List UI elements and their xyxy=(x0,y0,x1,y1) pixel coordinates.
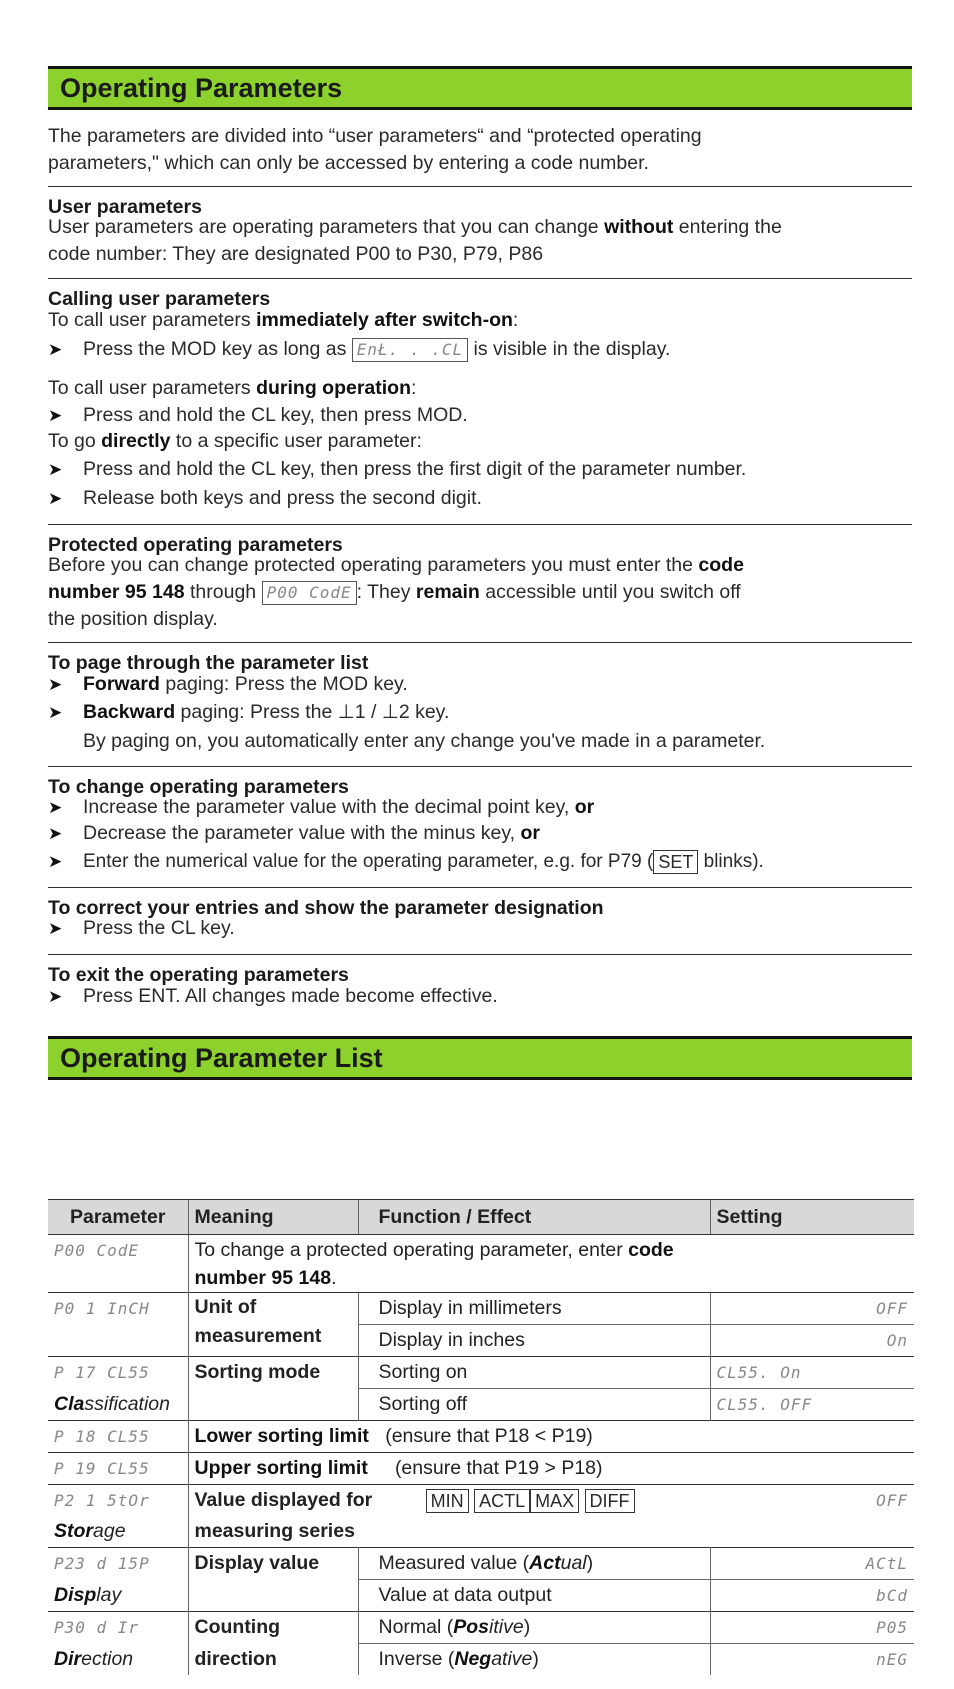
param-meaning-2: direction xyxy=(188,1644,358,1676)
change-bullet-3: ➤ Enter the numerical value for the operating parameter, e.g. for P79 ( SET blinks). xyxy=(48,848,914,875)
paging-note: By paging on, you automatically enter any change you've made in a parameter. xyxy=(83,730,766,752)
param-meaning: Display value xyxy=(188,1548,358,1580)
table-row-p23-b xyxy=(48,1580,914,1612)
section-heading-parameter-list: Operating Parameter List xyxy=(48,1036,912,1080)
min-key: MIN xyxy=(426,1489,469,1513)
param-setting: bCd xyxy=(876,1586,908,1605)
exit-bullet-1: ➤ Press ENT. All changes made become effective. xyxy=(48,983,914,1010)
param-function: Normal (Positive) xyxy=(358,1612,710,1644)
bullet-arrow-icon: ➤ xyxy=(48,489,63,508)
table-row-p01-b xyxy=(48,1325,914,1357)
bullet-arrow-icon: ➤ xyxy=(48,675,63,694)
correct-entries-title: To correct your entries and show the parameter designation xyxy=(48,887,912,920)
param-meaning: Counting xyxy=(188,1612,358,1644)
diff-key: DIFF xyxy=(585,1489,635,1513)
calling-line-3: To go directly to a specific user parameter: xyxy=(48,430,422,452)
intro-line-1: The parameters are divided into “user parameters“ and “protected operating xyxy=(48,125,702,147)
param-setting: ACtL xyxy=(710,1548,914,1580)
calling-line-1: To call user parameters immediately after switch-on: xyxy=(48,309,519,331)
bullet-arrow-icon: ➤ xyxy=(48,852,63,871)
set-key: SET xyxy=(653,850,698,874)
table-row-p18 xyxy=(48,1421,914,1453)
param-code: P2 1 5tOr xyxy=(48,1485,188,1517)
change-parameters-title: To change operating parameters xyxy=(48,766,912,799)
calling-bullet-3: ➤ Press and hold the CL key, then press the first digit of the parameter number. xyxy=(48,456,914,483)
correct-bullet-1: ➤ Press the CL key. xyxy=(48,915,914,942)
bullet-arrow-icon: ➤ xyxy=(48,798,63,817)
param-function: Inverse (Negative) xyxy=(358,1644,710,1676)
change-bullet-2: ➤ Decrease the parameter value with the minus key, or xyxy=(48,820,914,847)
table-row-p23 xyxy=(48,1548,914,1580)
calling-user-parameters-title: Calling user parameters xyxy=(48,278,912,311)
param-meaning: Unit of measurement xyxy=(188,1293,358,1357)
param-function: Value at data output xyxy=(358,1580,710,1612)
param-text: Value displayed for MIN ACTL MAX DIFF xyxy=(188,1485,710,1517)
bullet-arrow-icon: ➤ xyxy=(48,703,63,722)
change-bullet-1: ➤ Increase the parameter value with the decimal point key, or xyxy=(48,794,914,821)
parameter-table xyxy=(48,1199,914,1675)
param-setting: nEG xyxy=(876,1650,908,1669)
axis-keys: ⊥1 / ⊥2 xyxy=(337,701,410,723)
param-subtitle: Storage xyxy=(48,1516,188,1548)
table-row-p17 xyxy=(48,1357,914,1389)
table-row-p21-b xyxy=(48,1516,914,1548)
param-setting: CL55. OFF xyxy=(716,1395,813,1414)
bullet-arrow-icon: ➤ xyxy=(48,824,63,843)
section-heading-operating-parameters: Operating Parameters xyxy=(48,66,912,110)
param-code: P 17 CL55 xyxy=(48,1357,188,1389)
lcd-display-ent-cl: EnŁ. . .CL xyxy=(352,338,468,362)
param-subtitle: Classification xyxy=(48,1389,188,1421)
user-parameters-title: User parameters xyxy=(48,186,912,219)
bullet-arrow-icon: ➤ xyxy=(48,460,63,479)
table-row-p01 xyxy=(48,1293,914,1325)
table-row-p19 xyxy=(48,1453,914,1485)
table-header-row xyxy=(48,1200,914,1235)
paging-bullet-backward: ➤ Backward paging: Press the ⊥1 / ⊥2 key. xyxy=(48,699,914,726)
header-meaning: Meaning xyxy=(188,1200,358,1235)
param-subtitle: Direction xyxy=(48,1644,188,1676)
max-key: MAX xyxy=(530,1489,579,1513)
param-code: P 19 CL55 xyxy=(48,1453,188,1485)
calling-line-2: To call user parameters during operation: xyxy=(48,377,417,399)
paging-title: To page through the parameter list xyxy=(48,642,912,675)
table-row-p21 xyxy=(48,1485,914,1517)
param-function: Sorting off xyxy=(358,1389,710,1421)
param-code: P23 d 15P xyxy=(48,1548,188,1580)
param-function: Sorting on xyxy=(358,1357,710,1389)
user-parameters-text: User parameters are operating parameters that you can change without entering the code number: They are designated P00 to P30, P79, P86 xyxy=(48,216,782,265)
bullet-arrow-icon: ➤ xyxy=(48,987,63,1006)
param-function: Measured value (Actual) xyxy=(358,1548,710,1580)
table-row-p00 xyxy=(48,1235,914,1293)
header-parameter: Parameter xyxy=(48,1200,188,1235)
param-function: Display in millimeters xyxy=(358,1293,710,1325)
bullet-arrow-icon: ➤ xyxy=(48,406,63,425)
param-setting: P05 xyxy=(710,1612,914,1644)
paging-bullet-forward: ➤ Forward paging: Press the MOD key. xyxy=(48,671,914,698)
calling-bullet-2: ➤ Press and hold the CL key, then press MOD. xyxy=(48,402,914,429)
intro-text xyxy=(48,123,912,177)
lcd-display-p00-code: P00 CodE xyxy=(262,581,357,605)
param-setting: OFF xyxy=(710,1293,914,1325)
param-code: P 18 CL55 xyxy=(48,1421,188,1453)
header-setting: Setting xyxy=(710,1200,914,1235)
bullet-arrow-icon: ➤ xyxy=(48,340,63,359)
param-subtitle: Display xyxy=(48,1580,188,1612)
table-row-p17-b xyxy=(48,1389,914,1421)
bullet-arrow-icon: ➤ xyxy=(48,919,63,938)
protected-text: Before you can change protected operating parameters you must enter the code number 95 148 through P00 CodE : They remain accessible until you switch off the position display. xyxy=(48,554,744,630)
param-code: P00 CodE xyxy=(48,1235,188,1293)
param-text: Lower sorting limit (ensure that P18 < P19) xyxy=(194,1425,593,1447)
param-meaning: Sorting mode xyxy=(188,1357,358,1389)
table-row-p30-b xyxy=(48,1644,914,1676)
param-text: Upper sorting limit (ensure that P19 > P18) xyxy=(194,1457,603,1479)
calling-bullet-1: ➤ Press the MOD key as long as EnŁ. . .CL is visible in the display. xyxy=(48,336,914,363)
param-setting: OFF xyxy=(876,1491,908,1510)
param-meaning-2: measuring series xyxy=(194,1520,355,1542)
param-function: Display in inches xyxy=(358,1325,710,1357)
table-row-p30 xyxy=(48,1612,914,1644)
param-code: P30 d Ir xyxy=(48,1612,188,1644)
protected-parameters-title: Protected operating parameters xyxy=(48,524,912,557)
param-code: P0 1 InCH xyxy=(48,1293,188,1325)
intro-line-2: parameters," which can only be accessed by entering a code number. xyxy=(48,152,649,174)
storage-keys xyxy=(426,1489,635,1511)
param-setting: On xyxy=(886,1331,908,1350)
exit-parameters-title: To exit the operating parameters xyxy=(48,954,912,987)
actl-key: ACTL xyxy=(474,1489,530,1513)
calling-bullet-4: ➤ Release both keys and press the second digit. xyxy=(48,485,914,512)
param-text: To change a protected operating parameter, enter code number 95 148. xyxy=(188,1235,914,1293)
header-function: Function / Effect xyxy=(358,1200,710,1235)
param-setting: CL55. On xyxy=(710,1357,914,1389)
